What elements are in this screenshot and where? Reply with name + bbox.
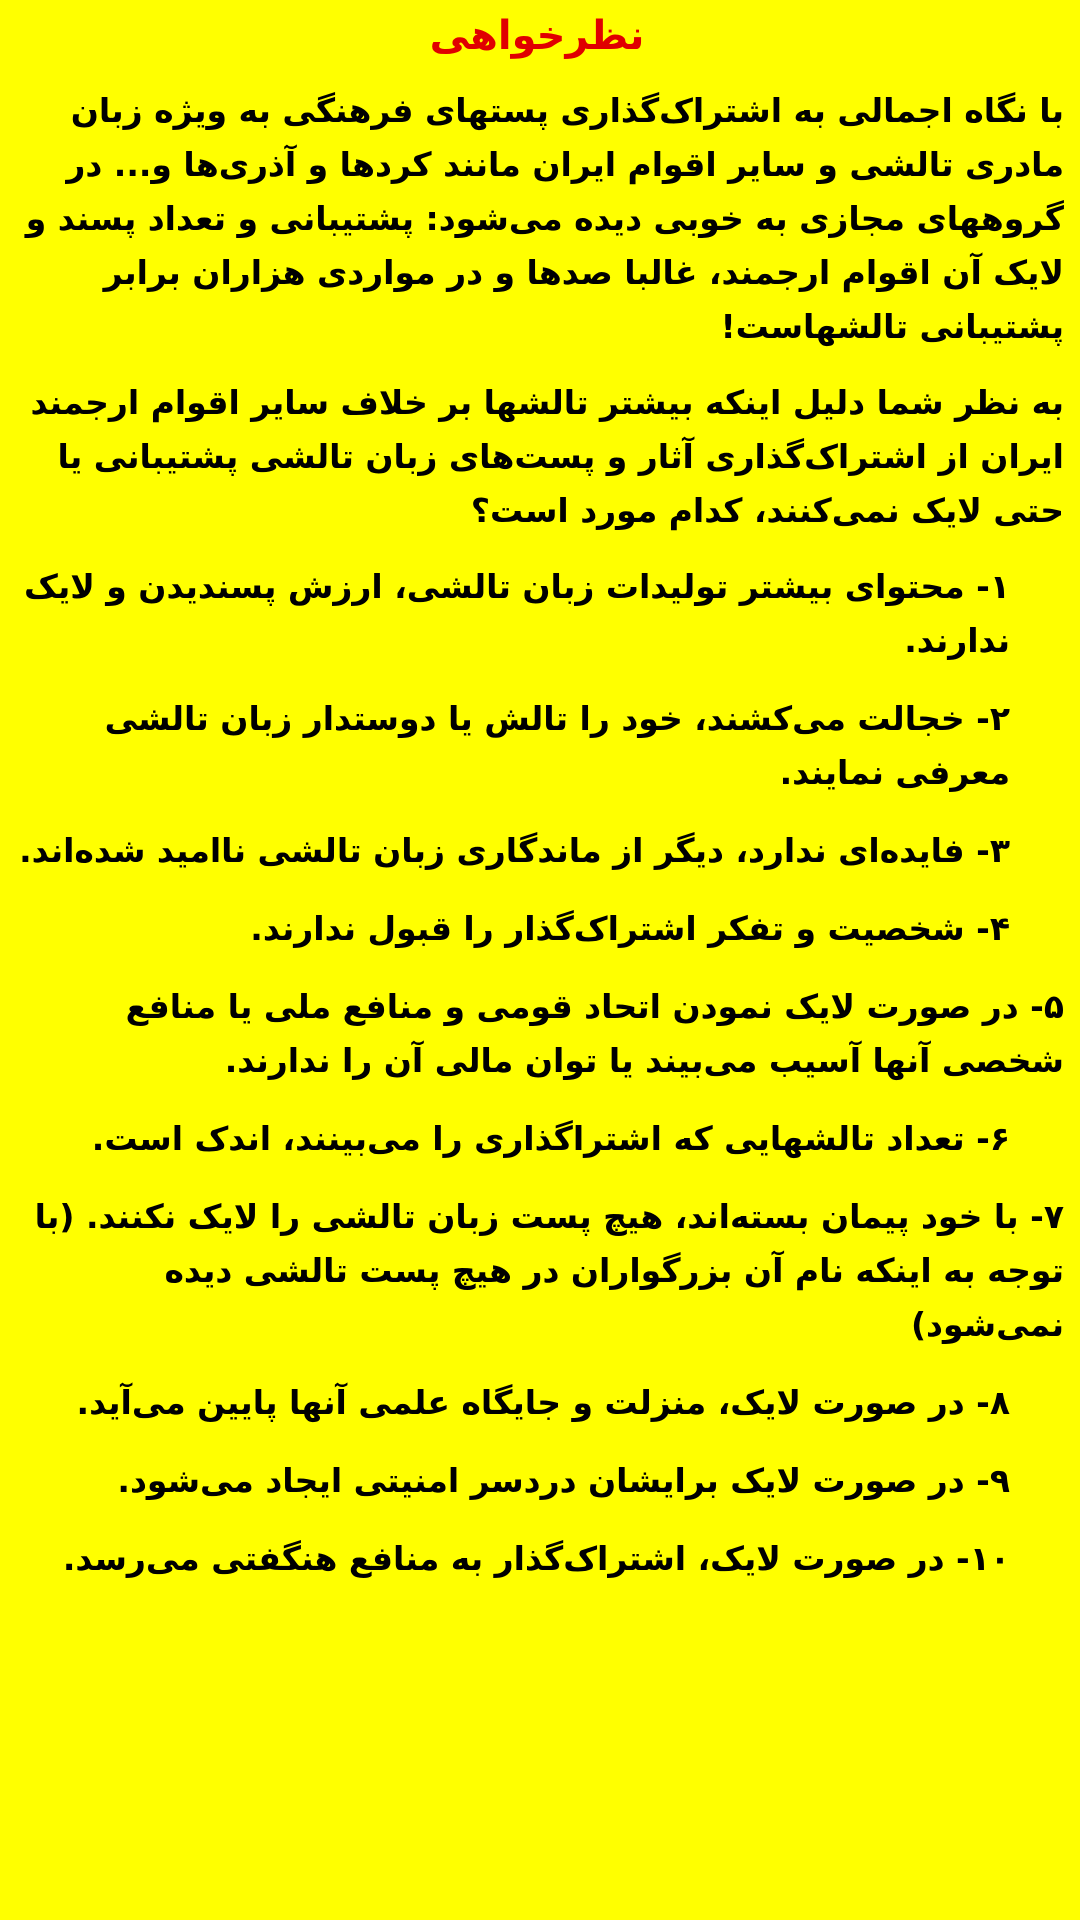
poll-option-6: ۶- تعداد تالشهایی که اشتراگذاری را می‌بینند، اندک است.	[91, 1119, 1010, 1158]
poll-option-1: ۱- محتوای بیشتر تولیدات زبان تالشی، ارزش پسندیدن و لایک ندارند.	[24, 567, 1010, 660]
poll-option-2: ۲- خجالت می‌کشند، خود را تالش یا دوستدار زبان تالشی معرفی نمایند.	[104, 699, 1010, 792]
intro-paragraph: با نگاه اجمالی به اشتراک‌گذاری پستهای فرهنگی به ویژه زبان مادری تالشی و سایر اقوام ایران مانند کردها و آذری‌ها و... در گروههای مجازی به خوبی دیده می‌شود: پشتیبانی و تعداد پسند و لایک آن اقوام ارجمند، غالبا صدها و در مواردی هزاران برابر پشتیبانی تالشهاست!	[25, 91, 1064, 346]
poll-option-9: ۹- در صورت لایک برایشان دردسر امنیتی ایجاد می‌شود.	[117, 1461, 1010, 1500]
poll-option-10: ۱۰- در صورت لایک، اشتراک‌گذار به منافع هنگفتی می‌رسد.	[62, 1539, 1010, 1578]
question-paragraph: به نظر شما دلیل اینکه بیشتر تالشها بر خلاف سایر اقوام ارجمند ایران از اشتراک‌گذاری آثار و پست‌های زبان تالشی پشتیبانی یا حتی لایک نمی‌کنند، کدام مورد است؟	[30, 383, 1064, 530]
poll-option-4: ۴- شخصیت و تفکر اشتراک‌گذار را قبول ندارند.	[250, 909, 1010, 948]
poll-option-5: ۵- در صورت لایک نمودن اتحاد قومی و منافع ملی یا منافع شخصی آنها آسیب می‌بیند یا توان مالی آن را ندارند.	[125, 987, 1064, 1080]
poll-option-7: ۷- با خود پیمان بسته‌اند، هیچ پست زبان تالشی را لایک نکنند. (با توجه به اینکه نام آن بزرگواران در هیچ پست تالشی دیده نمی‌شود)	[34, 1197, 1064, 1344]
poll-option-3: ۳- فایده‌ای ندارد، دیگر از ماندگاری زبان تالشی ناامید شده‌اند.	[19, 831, 1010, 870]
poll-option-8: ۸- در صورت لایک، منزلت و جایگاه علمی آنها پایین می‌آید.	[76, 1383, 1010, 1422]
page-title: نظرخواهی	[429, 13, 645, 59]
